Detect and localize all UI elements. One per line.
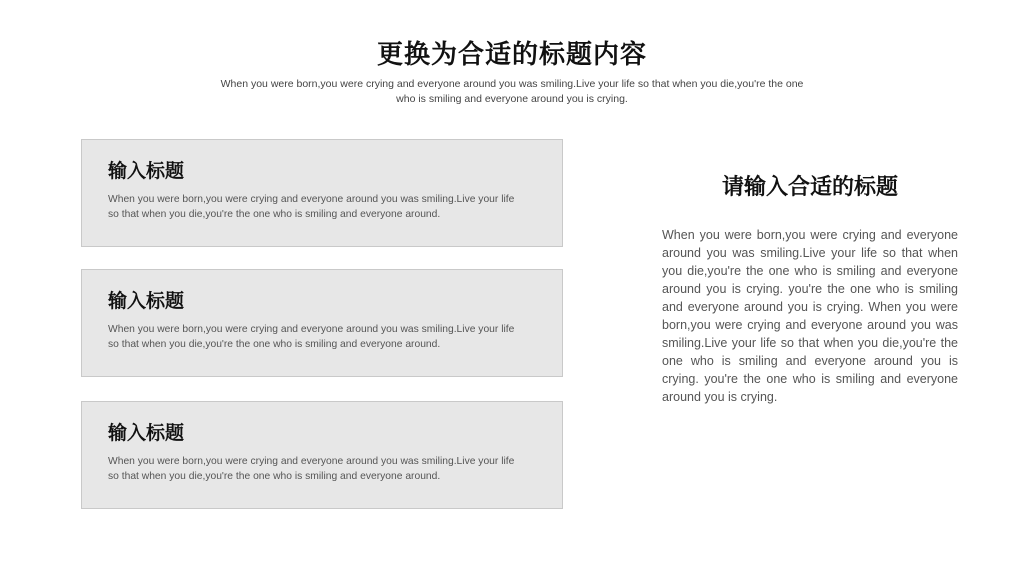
card-title: 输入标题 (108, 290, 185, 312)
content-card-1 (81, 139, 563, 247)
right-panel-body: When you were born,you were crying and everyone around you was smiling.Live your life so that when you die,you're the one who is smiling and everyone around you is crying. you're the one who is smiling and everyone around you is crying. When you were born,you were crying and everyone around you was smiling.Live your life so that when you die,you're the one who is smiling and everyone around you is crying. you're the one who is smiling and everyone around you is crying. (662, 228, 958, 404)
page-title: 更换为合适的标题内容 (376, 40, 647, 70)
page-subtitle: When you were born,you were crying and everyone around you was smiling.Live your life so that when you die,you're the one who is smiling and everyone around you is crying. (220, 78, 804, 105)
right-panel-title: 请输入合适的标题 (721, 175, 898, 200)
content-card-3 (81, 401, 563, 509)
card-title: 输入标题 (108, 160, 185, 182)
card-body: When you were born,you were crying and everyone around you was smiling.Live your life so that when you die,you're the one who is smiling and everyone around. (108, 456, 515, 482)
card-body: When you were born,you were crying and everyone around you was smiling.Live your life so that when you die,you're the one who is smiling and everyone around. (108, 194, 515, 220)
card-title: 输入标题 (108, 422, 185, 444)
card-body: When you were born,you were crying and everyone around you was smiling.Live your life so that when you die,you're the one who is smiling and everyone around. (108, 324, 515, 350)
content-card-2 (81, 269, 563, 377)
